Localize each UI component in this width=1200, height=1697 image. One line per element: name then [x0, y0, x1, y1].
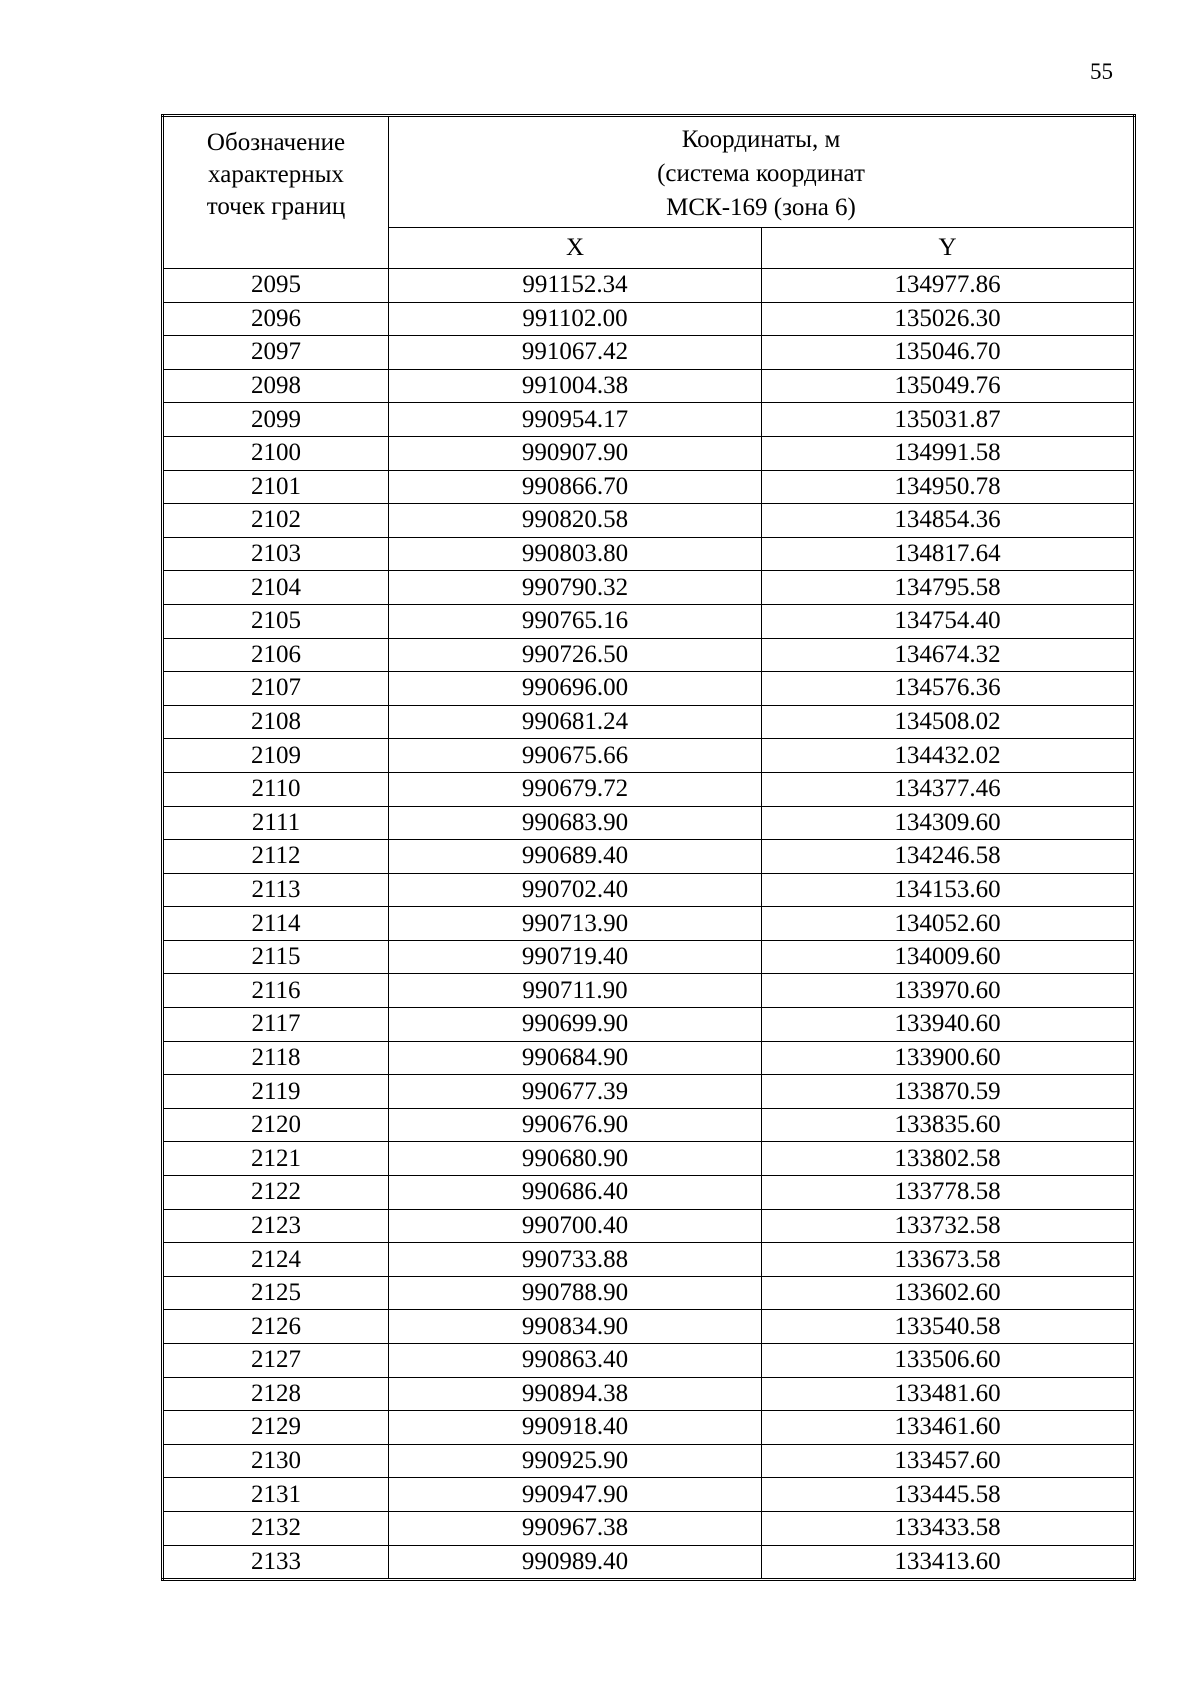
table-row [163, 537, 1135, 571]
table-row [163, 1209, 1135, 1243]
coordinates-header [389, 116, 1135, 228]
table-row [163, 1008, 1135, 1042]
y-coordinate-cell: 135049.76 [762, 369, 1135, 403]
x-coordinate-cell: 990686.40 [389, 1176, 762, 1210]
table-row [163, 1041, 1135, 1075]
table-row [163, 940, 1135, 974]
table-row [163, 1075, 1135, 1109]
table-row [163, 1276, 1135, 1310]
y-coordinate-cell: 133445.58 [762, 1478, 1135, 1512]
coordinates-table [161, 114, 1136, 1581]
table-row [163, 1176, 1135, 1210]
table-row [163, 705, 1135, 739]
y-coordinate-cell: 133970.60 [762, 974, 1135, 1008]
y-column-header: Y [762, 228, 1135, 269]
x-coordinate-cell: 990894.38 [389, 1377, 762, 1411]
point-id-cell: 2131 [163, 1478, 389, 1512]
x-coordinate-cell: 990733.88 [389, 1243, 762, 1277]
point-id-cell: 2129 [163, 1411, 389, 1445]
y-coordinate-cell: 135046.70 [762, 336, 1135, 370]
x-coordinate-cell: 990719.40 [389, 940, 762, 974]
y-coordinate-cell: 134674.32 [762, 638, 1135, 672]
y-coordinate-cell: 133457.60 [762, 1444, 1135, 1478]
y-coordinate-cell: 133602.60 [762, 1276, 1135, 1310]
point-id-cell: 2107 [163, 672, 389, 706]
point-id-cell: 2123 [163, 1209, 389, 1243]
table-row [163, 907, 1135, 941]
table-row [163, 571, 1135, 605]
point-header-line-3: точек границ [206, 193, 346, 220]
table-row [163, 336, 1135, 370]
y-coordinate-cell: 134309.60 [762, 806, 1135, 840]
point-id-cell: 2127 [163, 1344, 389, 1378]
y-coordinate-cell: 135026.30 [762, 302, 1135, 336]
point-id-cell: 2095 [163, 269, 389, 303]
point-id-cell: 2108 [163, 705, 389, 739]
table-row [163, 436, 1135, 470]
point-id-cell: 2101 [163, 470, 389, 504]
point-id-cell: 2102 [163, 504, 389, 538]
table-row [163, 1478, 1135, 1512]
y-coordinate-cell: 134991.58 [762, 436, 1135, 470]
point-id-cell: 2109 [163, 739, 389, 773]
x-coordinate-cell: 990863.40 [389, 1344, 762, 1378]
y-coordinate-cell: 133461.60 [762, 1411, 1135, 1445]
x-coordinate-cell: 990925.90 [389, 1444, 762, 1478]
y-coordinate-cell: 134508.02 [762, 705, 1135, 739]
table-row [163, 1243, 1135, 1277]
x-coordinate-cell: 990954.17 [389, 403, 762, 437]
y-coordinate-cell: 133802.58 [762, 1142, 1135, 1176]
table-row [163, 604, 1135, 638]
point-id-cell: 2098 [163, 369, 389, 403]
point-id-cell: 2106 [163, 638, 389, 672]
point-id-cell: 2128 [163, 1377, 389, 1411]
table-body [163, 269, 1135, 1580]
table-row [163, 1377, 1135, 1411]
y-coordinate-cell: 133732.58 [762, 1209, 1135, 1243]
point-id-cell: 2125 [163, 1276, 389, 1310]
x-coordinate-cell: 990947.90 [389, 1478, 762, 1512]
x-coordinate-cell: 990679.72 [389, 772, 762, 806]
x-column-header: X [389, 228, 762, 269]
y-coordinate-cell: 133506.60 [762, 1344, 1135, 1378]
table-row [163, 369, 1135, 403]
table-row [163, 1444, 1135, 1478]
y-coordinate-cell: 134052.60 [762, 907, 1135, 941]
y-coordinate-cell: 133433.58 [762, 1511, 1135, 1545]
table-row [163, 739, 1135, 773]
x-coordinate-cell: 990989.40 [389, 1545, 762, 1580]
point-id-cell: 2110 [163, 772, 389, 806]
y-coordinate-cell: 134950.78 [762, 470, 1135, 504]
page-number: 55 [1090, 59, 1113, 84]
point-id-cell: 2113 [163, 873, 389, 907]
table-row [163, 302, 1135, 336]
table-row [163, 873, 1135, 907]
table-row [163, 772, 1135, 806]
y-coordinate-cell: 134817.64 [762, 537, 1135, 571]
x-coordinate-cell: 990713.90 [389, 907, 762, 941]
y-coordinate-cell: 133835.60 [762, 1108, 1135, 1142]
table-row [163, 1142, 1135, 1176]
y-coordinate-cell: 135031.87 [762, 403, 1135, 437]
x-coordinate-cell: 990696.00 [389, 672, 762, 706]
table-row [163, 1411, 1135, 1445]
table-row [163, 1108, 1135, 1142]
point-id-cell: 2096 [163, 302, 389, 336]
point-id-cell: 2114 [163, 907, 389, 941]
table-row [163, 672, 1135, 706]
table-row [163, 269, 1135, 303]
x-coordinate-cell: 991067.42 [389, 336, 762, 370]
x-coordinate-cell: 991152.34 [389, 269, 762, 303]
y-coordinate-cell: 134009.60 [762, 940, 1135, 974]
y-coordinate-cell: 133540.58 [762, 1310, 1135, 1344]
x-coordinate-cell: 990677.39 [389, 1075, 762, 1109]
table-row [163, 1545, 1135, 1580]
point-id-cell: 2117 [163, 1008, 389, 1042]
x-coordinate-cell: 990765.16 [389, 604, 762, 638]
x-coordinate-cell: 990726.50 [389, 638, 762, 672]
x-coordinate-cell: 990683.90 [389, 806, 762, 840]
table-row [163, 1511, 1135, 1545]
point-id-cell: 2104 [163, 571, 389, 605]
table-row [163, 1344, 1135, 1378]
table-row [163, 974, 1135, 1008]
coordinates-header-line-1: Координаты, м [681, 126, 841, 153]
y-coordinate-cell: 133940.60 [762, 1008, 1135, 1042]
coordinates-header-line-2: (система координат [657, 160, 865, 187]
x-coordinate-cell: 990681.24 [389, 705, 762, 739]
point-id-cell: 2097 [163, 336, 389, 370]
y-coordinate-cell: 133481.60 [762, 1377, 1135, 1411]
x-coordinate-cell: 991004.38 [389, 369, 762, 403]
y-coordinate-cell: 134977.86 [762, 269, 1135, 303]
x-coordinate-cell: 990834.90 [389, 1310, 762, 1344]
y-coordinate-cell: 133900.60 [762, 1041, 1135, 1075]
point-id-cell: 2121 [163, 1142, 389, 1176]
y-coordinate-cell: 134854.36 [762, 504, 1135, 538]
point-id-cell: 2111 [163, 806, 389, 840]
y-coordinate-cell: 133673.58 [762, 1243, 1135, 1277]
x-coordinate-cell: 990689.40 [389, 840, 762, 874]
table-header [163, 116, 1135, 269]
x-coordinate-cell: 990967.38 [389, 1511, 762, 1545]
y-coordinate-cell: 134754.40 [762, 604, 1135, 638]
y-coordinate-cell: 133413.60 [762, 1545, 1135, 1580]
x-coordinate-cell: 990699.90 [389, 1008, 762, 1042]
point-id-cell: 2130 [163, 1444, 389, 1478]
y-coordinate-cell: 133870.59 [762, 1075, 1135, 1109]
x-coordinate-cell: 990700.40 [389, 1209, 762, 1243]
point-id-cell: 2100 [163, 436, 389, 470]
x-coordinate-cell: 990918.40 [389, 1411, 762, 1445]
point-id-cell: 2116 [163, 974, 389, 1008]
table-row [163, 504, 1135, 538]
point-id-cell: 2118 [163, 1041, 389, 1075]
y-coordinate-cell: 134377.46 [762, 772, 1135, 806]
point-designation-header [163, 116, 389, 269]
point-id-cell: 2119 [163, 1075, 389, 1109]
point-id-cell: 2120 [163, 1108, 389, 1142]
point-id-cell: 2133 [163, 1545, 389, 1580]
point-id-cell: 2115 [163, 940, 389, 974]
y-coordinate-cell: 134432.02 [762, 739, 1135, 773]
y-coordinate-cell: 134795.58 [762, 571, 1135, 605]
coordinates-header-line-3: МСК-169 (зона 6) [666, 194, 856, 221]
point-header-line-1: Обозначение [206, 129, 346, 156]
table-row [163, 403, 1135, 437]
x-coordinate-cell: 990907.90 [389, 436, 762, 470]
point-header-line-2: характерных [208, 161, 344, 188]
x-coordinate-cell: 991102.00 [389, 302, 762, 336]
x-coordinate-cell: 990680.90 [389, 1142, 762, 1176]
table-row [163, 470, 1135, 504]
table-row [163, 806, 1135, 840]
point-id-cell: 2124 [163, 1243, 389, 1277]
y-coordinate-cell: 134576.36 [762, 672, 1135, 706]
point-id-cell: 2126 [163, 1310, 389, 1344]
y-coordinate-cell: 133778.58 [762, 1176, 1135, 1210]
point-id-cell: 2122 [163, 1176, 389, 1210]
table-row [163, 1310, 1135, 1344]
x-coordinate-cell: 990866.70 [389, 470, 762, 504]
x-coordinate-cell: 990820.58 [389, 504, 762, 538]
point-id-cell: 2099 [163, 403, 389, 437]
header-row-main [163, 116, 1135, 228]
x-coordinate-cell: 990684.90 [389, 1041, 762, 1075]
x-coordinate-cell: 990790.32 [389, 571, 762, 605]
table-row [163, 638, 1135, 672]
x-coordinate-cell: 990675.66 [389, 739, 762, 773]
table-row [163, 840, 1135, 874]
x-coordinate-cell: 990788.90 [389, 1276, 762, 1310]
point-id-cell: 2103 [163, 537, 389, 571]
point-id-cell: 2112 [163, 840, 389, 874]
x-coordinate-cell: 990676.90 [389, 1108, 762, 1142]
point-id-cell: 2105 [163, 604, 389, 638]
x-coordinate-cell: 990702.40 [389, 873, 762, 907]
x-coordinate-cell: 990803.80 [389, 537, 762, 571]
point-id-cell: 2132 [163, 1511, 389, 1545]
y-coordinate-cell: 134246.58 [762, 840, 1135, 874]
x-coordinate-cell: 990711.90 [389, 974, 762, 1008]
y-coordinate-cell: 134153.60 [762, 873, 1135, 907]
